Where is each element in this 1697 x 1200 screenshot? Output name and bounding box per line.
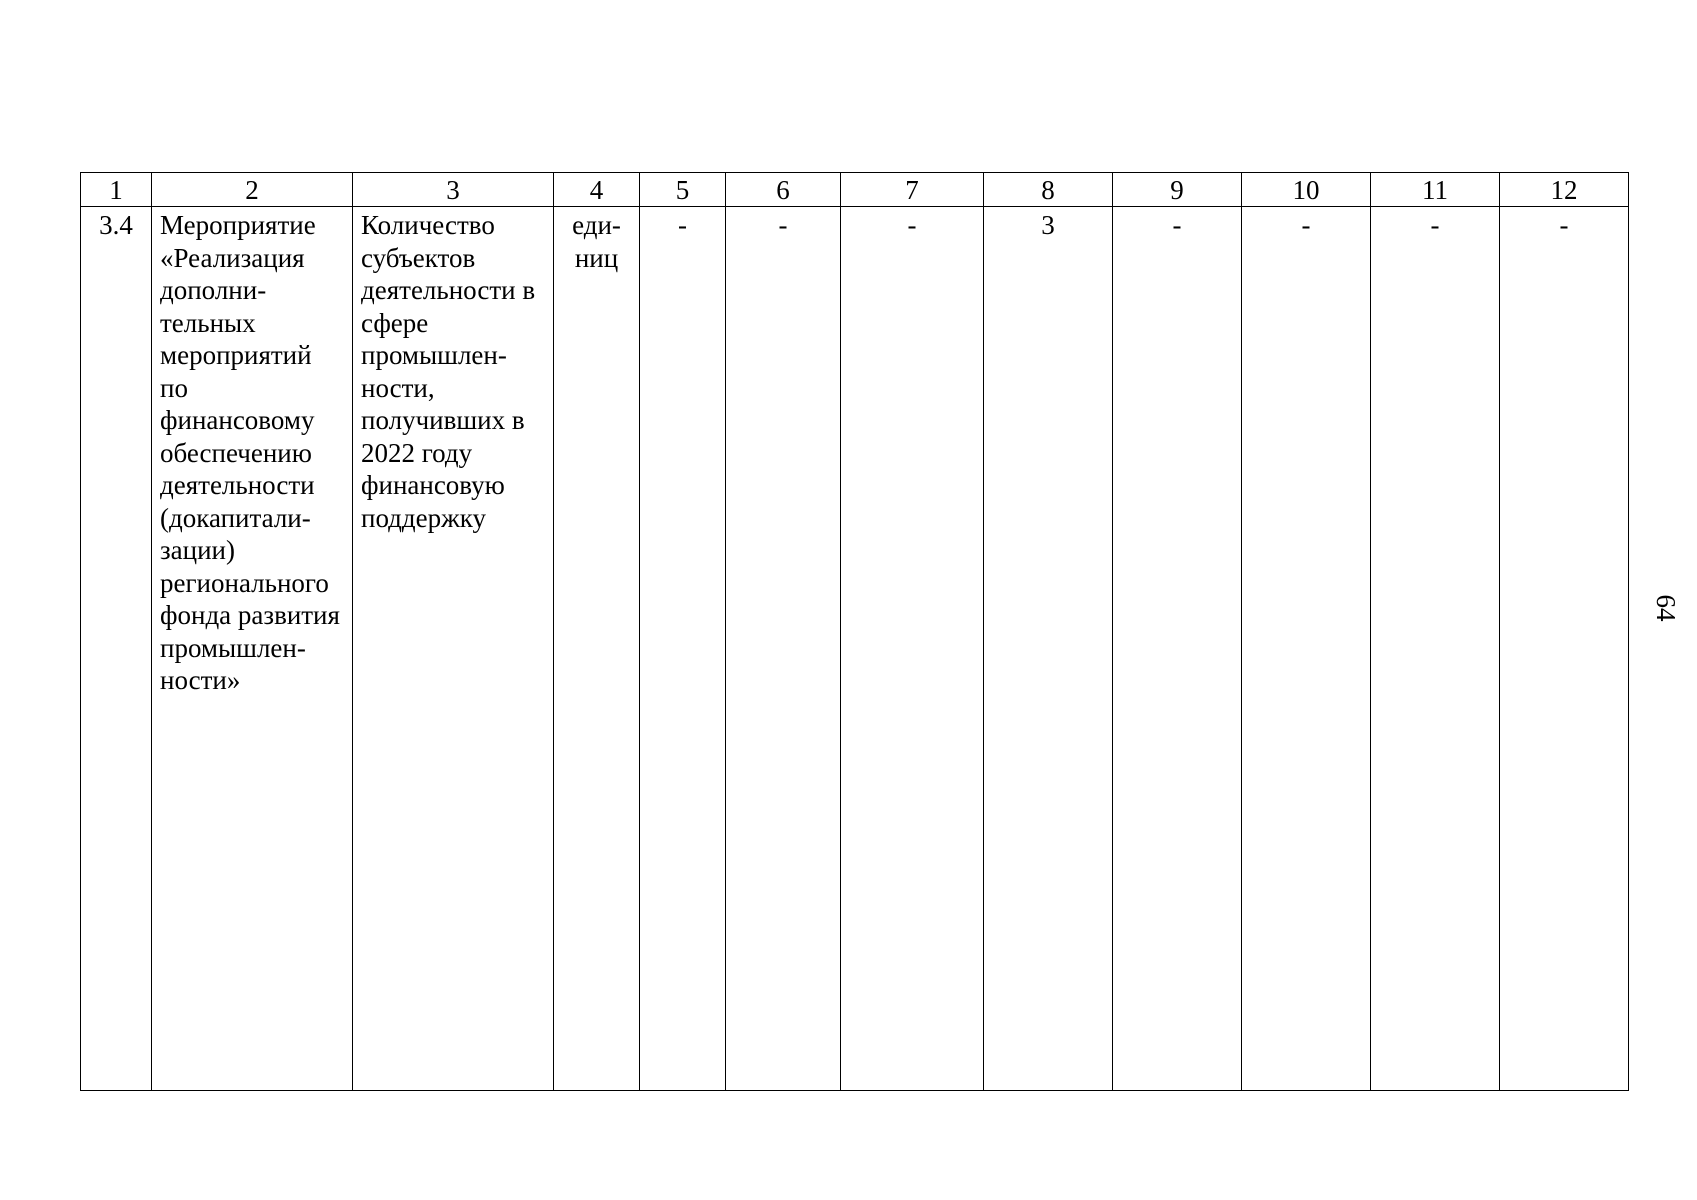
header-cell: 1 <box>81 173 152 207</box>
header-cell: 7 <box>841 173 984 207</box>
value-cell-10: - <box>1242 207 1371 1091</box>
header-cell: 2 <box>152 173 353 207</box>
unit-cell: еди- ниц <box>554 207 640 1091</box>
header-cell: 4 <box>554 173 640 207</box>
event-name-cell: Мероприятие «Реализация дополни- тельных мероприятий по финансовому обеспечению деятельности (докапитали- зации) регионального фонда развития промышлен- ности» <box>152 207 353 1091</box>
value-cell-5: - <box>640 207 726 1091</box>
indicator-name-cell: Количество субъектов деятельности в сфере промышлен- ности, получивших в 2022 году финансовую поддержку <box>353 207 554 1091</box>
header-cell: 10 <box>1242 173 1371 207</box>
value-cell-12: - <box>1500 207 1629 1091</box>
header-cell: 6 <box>726 173 841 207</box>
header-cell: 5 <box>640 173 726 207</box>
row-number-cell: 3.4 <box>81 207 152 1091</box>
table-header-row <box>81 173 1629 207</box>
header-cell: 12 <box>1500 173 1629 207</box>
value-cell-8: 3 <box>984 207 1113 1091</box>
header-cell: 9 <box>1113 173 1242 207</box>
value-cell-11: - <box>1371 207 1500 1091</box>
value-cell-9: - <box>1113 207 1242 1091</box>
header-cell: 3 <box>353 173 554 207</box>
header-cell: 11 <box>1371 173 1500 207</box>
table-row <box>81 207 1629 1091</box>
value-cell-6: - <box>726 207 841 1091</box>
indicator-table <box>80 172 1629 1091</box>
header-cell: 8 <box>984 173 1113 207</box>
value-cell-7: - <box>841 207 984 1091</box>
page-number: 64 <box>1651 594 1681 622</box>
